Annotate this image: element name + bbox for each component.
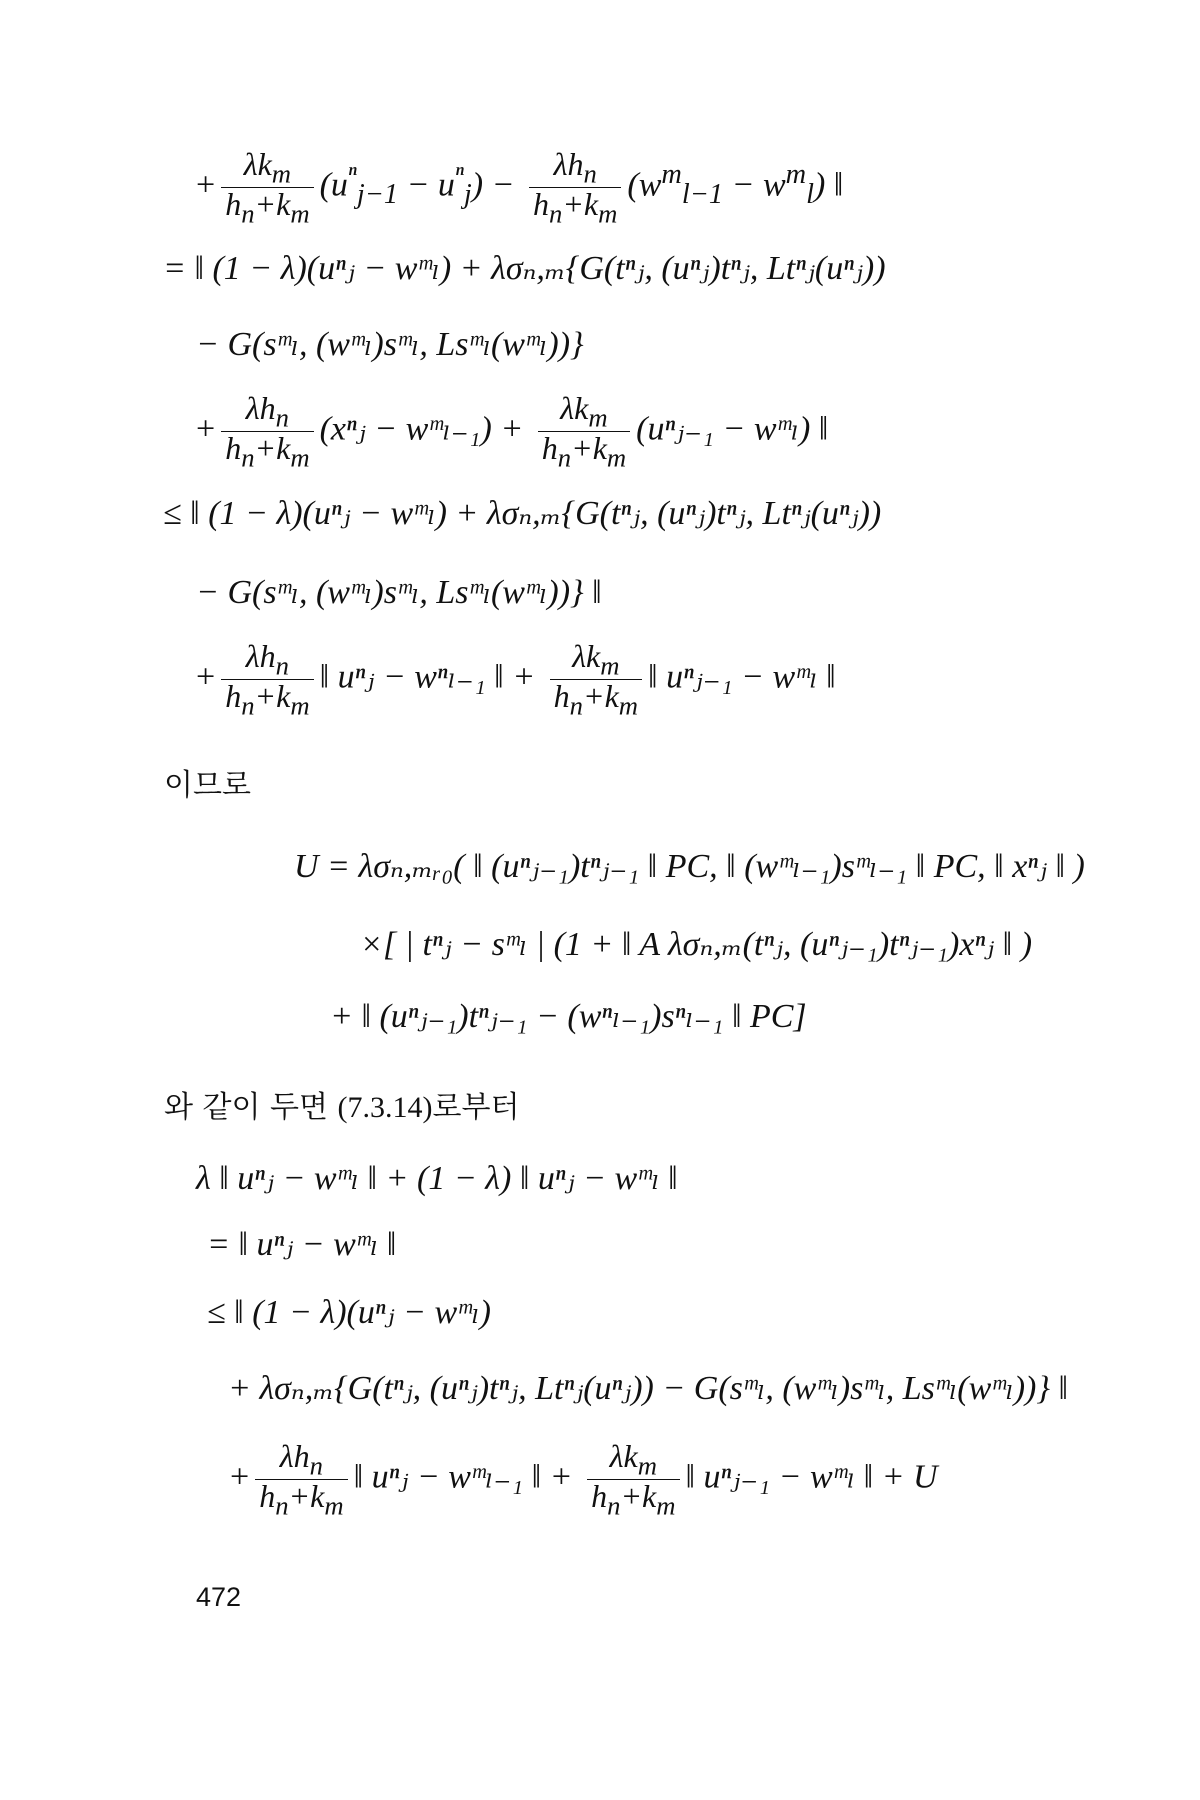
- eq1-line4: [196, 392, 828, 471]
- frac-num-sub: m: [600, 650, 620, 681]
- frac-den-sub: m: [290, 198, 310, 229]
- eq1-line5: ≤ ‖ (1 − λ)(uⁿⱼ − wᵐₗ) + λσₙ,ₘ{G(tⁿⱼ, (uⁿⱼ)tⁿⱼ, Ltⁿⱼ(uⁿⱼ)): [163, 495, 882, 532]
- term: (u: [319, 166, 348, 204]
- equation-reference: (7.3.14): [337, 1091, 433, 1124]
- frac-den-sub: m: [324, 1490, 344, 1521]
- plus-sign: +: [230, 1458, 250, 1496]
- korean-text-imeuro: 이므로: [164, 768, 251, 803]
- sub: j−1: [356, 179, 398, 211]
- fraction-lk: [538, 392, 630, 471]
- frac-den: h: [533, 186, 549, 223]
- plus-sign: +: [196, 410, 216, 448]
- eq1-line6: − G(sᵐₗ, (wᵐₗ)sᵐₗ, Lsᵐₗ(wᵐₗ))} ‖: [196, 574, 602, 611]
- frac-den-sub: n: [241, 198, 255, 229]
- sup: m: [661, 159, 682, 191]
- frac-den-sub: m: [618, 690, 639, 721]
- plus-sign: +: [196, 658, 216, 696]
- frac-den-sub: m: [656, 1490, 676, 1521]
- sub: l: [806, 179, 814, 211]
- korean-text-wa-gati: [164, 1082, 519, 1126]
- fraction-lk: [221, 148, 313, 227]
- frac-den-sub: n: [557, 442, 572, 473]
- frac-den-mid: +k: [571, 430, 607, 467]
- frac-num-sub: n: [275, 402, 289, 433]
- frac-den-mid: +k: [562, 186, 599, 223]
- korean-text: 로부터: [432, 1090, 520, 1125]
- frac-den: h: [541, 430, 558, 467]
- term: ‖ uⁿⱼ₋₁ − wᵐₗ ‖: [648, 658, 836, 696]
- frac-den-sub: m: [290, 442, 310, 473]
- eq2-line2: ×[ | tⁿⱼ − sᵐₗ | (1 + ‖ A λσₙ,ₘ(tⁿⱼ, (uⁿⱼ₋₁)tⁿⱼ₋₁)xⁿⱼ ‖ ): [360, 926, 1033, 963]
- eq3-line2: = ‖ uⁿⱼ − wᵐₗ ‖: [207, 1226, 397, 1263]
- frac-num: λk: [609, 1438, 638, 1474]
- term: ‖ uⁿⱼ − wᵐₗ₋₁ ‖ +: [353, 1458, 582, 1496]
- eq3-line4: + λσₙ,ₘ{G(tⁿⱼ, (uⁿⱼ)tⁿⱼ, Ltⁿⱼ(uⁿⱼ)) − G(sᵐₗ, (wᵐₗ)sᵐₗ, Lsᵐₗ(wᵐₗ))} ‖: [228, 1370, 1069, 1407]
- frac-den-sub: n: [241, 690, 255, 721]
- plus-sign: +: [196, 166, 216, 204]
- frac-num: λk: [560, 390, 589, 426]
- frac-num-sub: m: [271, 158, 292, 189]
- frac-num: λk: [243, 146, 272, 182]
- sup: ⁿ: [454, 159, 464, 191]
- eq1-line3: − G(sᵐₗ, (wᵐₗ)sᵐₗ, Lsᵐₗ(wᵐₗ))}: [196, 326, 584, 363]
- frac-num: λh: [279, 1438, 310, 1474]
- frac-den-sub: n: [549, 198, 563, 229]
- frac-den: h: [591, 1478, 608, 1515]
- sup: ⁿ: [347, 159, 357, 191]
- sub: l−1: [681, 179, 724, 211]
- term: ) −: [471, 166, 523, 204]
- term: (uⁿⱼ₋₁ − wᵐₗ) ‖: [636, 410, 829, 448]
- frac-den-sub: n: [607, 1490, 621, 1521]
- frac-num: λh: [245, 638, 276, 674]
- frac-num-sub: m: [588, 402, 608, 433]
- eq3-line3: ≤ ‖ (1 − λ)(uⁿⱼ − wᵐₗ): [207, 1294, 491, 1331]
- frac-den-sub: n: [569, 690, 583, 721]
- frac-den-mid: +k: [582, 678, 619, 715]
- term: ‖ uⁿⱼ − wⁿₗ₋₁ ‖ +: [319, 658, 544, 696]
- frac-num: λh: [245, 390, 276, 426]
- eq1-line7: [196, 640, 836, 719]
- frac-den: h: [225, 430, 242, 467]
- frac-den-mid: +k: [254, 678, 291, 715]
- frac-den-sub: n: [275, 1490, 289, 1521]
- eq2-line3: + ‖ (uⁿⱼ₋₁)tⁿⱼ₋₁ − (wⁿₗ₋₁)sⁿₗ₋₁ ‖ PC]: [330, 998, 807, 1035]
- frac-den-sub: m: [606, 442, 627, 473]
- fraction-lk: [550, 640, 642, 719]
- fraction-lh: [221, 392, 313, 471]
- sup: m: [785, 159, 807, 191]
- frac-den: h: [259, 1478, 276, 1515]
- term: − w: [723, 166, 786, 204]
- fraction-lk: [587, 1440, 679, 1519]
- frac-den-sub: n: [241, 442, 255, 473]
- frac-num-sub: n: [309, 1450, 323, 1481]
- frac-den-sub: m: [290, 690, 310, 721]
- frac-num: λh: [553, 146, 584, 182]
- eq1-line1: [196, 148, 843, 227]
- fraction-lh: [255, 1440, 347, 1519]
- term: − u: [397, 166, 455, 204]
- frac-den-mid: +k: [620, 1478, 657, 1515]
- frac-num: λk: [572, 638, 601, 674]
- frac-num-sub: n: [583, 158, 597, 189]
- frac-den-mid: +k: [254, 430, 291, 467]
- term: (w: [627, 166, 662, 204]
- frac-num-sub: m: [637, 1450, 657, 1481]
- page-number: 472: [196, 1582, 242, 1612]
- frac-den-mid: +k: [254, 186, 291, 223]
- eq3-line1: λ ‖ uⁿⱼ − wᵐₗ ‖ + (1 − λ) ‖ uⁿⱼ − wᵐₗ ‖: [196, 1160, 678, 1197]
- frac-num-sub: n: [275, 650, 289, 681]
- frac-den: h: [225, 678, 242, 715]
- fraction-lh: [529, 148, 621, 227]
- frac-den: h: [553, 678, 570, 715]
- frac-den-sub: m: [598, 198, 618, 229]
- term: ‖ uⁿⱼ₋₁ − wᵐₗ ‖ + U: [685, 1458, 938, 1496]
- eq2-line1: U = λσₙ,ₘᵣ₀( ‖ (uⁿⱼ₋₁)tⁿⱼ₋₁ ‖ PC, ‖ (wᵐₗ₋₁)sᵐₗ₋₁ ‖ PC, ‖ xⁿⱼ ‖ ): [294, 848, 1085, 885]
- korean-text: 와 같이 두면: [164, 1090, 338, 1125]
- sub: j: [463, 179, 472, 211]
- term: ) ‖: [813, 166, 844, 204]
- frac-den: h: [225, 186, 242, 223]
- term: (xⁿⱼ − wᵐₗ₋₁) +: [319, 410, 532, 448]
- fraction-lh: [221, 640, 313, 719]
- eq1-line2: = ‖ (1 − λ)(uⁿⱼ − wᵐₗ) + λσₙ,ₘ{G(tⁿⱼ, (uⁿⱼ)tⁿⱼ, Ltⁿⱼ(uⁿⱼ)): [163, 250, 886, 287]
- eq3-line5: [230, 1440, 938, 1519]
- frac-den-mid: +k: [288, 1478, 325, 1515]
